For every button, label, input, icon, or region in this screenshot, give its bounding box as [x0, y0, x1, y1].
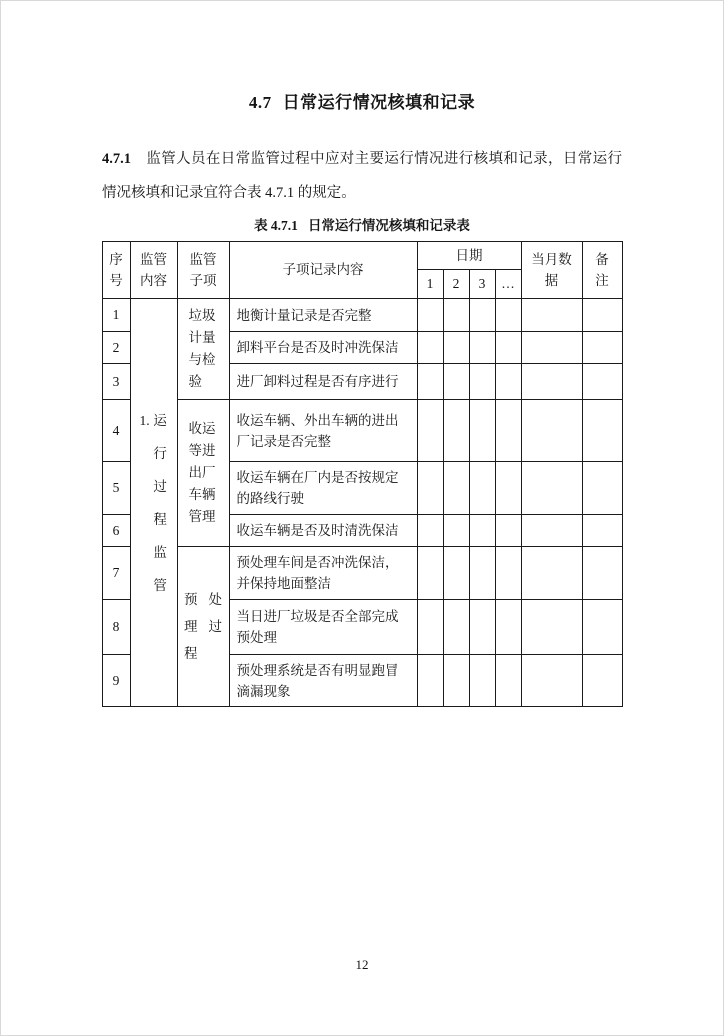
date-cell [469, 515, 495, 547]
seq-cell: 7 [102, 547, 130, 600]
date-cell [469, 400, 495, 462]
monthly-data-cell [521, 515, 582, 547]
date-cell [443, 364, 469, 400]
date-cell [469, 547, 495, 600]
content-group-label: 运行过程监管 [153, 412, 167, 593]
content-group-number: 1. [139, 412, 150, 428]
monthly-data-cell [521, 462, 582, 515]
record-cell: 收运车辆是否及时清洗保洁 [229, 515, 417, 547]
date-cell [495, 600, 521, 655]
date-cell [469, 462, 495, 515]
table-caption-title: 日常运行情况核填和记录表 [307, 218, 470, 233]
date-cell [443, 600, 469, 655]
content-cell [130, 299, 177, 707]
section-number: 4.7 [248, 93, 272, 112]
subitem-cell: 预处理过程 [177, 547, 229, 707]
note-cell [582, 364, 622, 400]
date-cell [443, 462, 469, 515]
header-date: 日期 [417, 242, 521, 270]
table-row [102, 299, 622, 332]
seq-cell: 3 [102, 364, 130, 400]
date-cell [417, 655, 443, 707]
monthly-data-cell [521, 299, 582, 332]
seq-cell: 5 [102, 462, 130, 515]
date-cell [469, 655, 495, 707]
date-cell [443, 515, 469, 547]
content-group [131, 404, 177, 602]
date-cell [443, 332, 469, 364]
subitem-cell: 垃圾计量与检验 [177, 299, 229, 400]
monthly-data-cell [521, 655, 582, 707]
page-number: 12 [355, 957, 369, 972]
record-cell: 当日进厂垃圾是否全部完成预处理 [229, 600, 417, 655]
date-cell [417, 462, 443, 515]
header-date-2: 2 [443, 270, 469, 299]
record-cell: 地衡计量记录是否完整 [229, 299, 417, 332]
section-title: 日常运行情况核填和记录 [282, 93, 476, 112]
record-cell: 进厂卸料过程是否有序进行 [229, 364, 417, 400]
subitem-cell: 收运等进出厂车辆管理 [177, 400, 229, 547]
date-cell [417, 364, 443, 400]
monthly-data-cell [521, 600, 582, 655]
date-cell [495, 299, 521, 332]
record-cell: 收运车辆、外出车辆的进出厂记录是否完整 [229, 400, 417, 462]
note-cell [582, 299, 622, 332]
date-cell [443, 299, 469, 332]
seq-cell: 8 [102, 600, 130, 655]
date-cell [417, 515, 443, 547]
header-seq: 序号 [102, 242, 130, 299]
header-content: 监管内容 [130, 242, 177, 299]
date-cell [417, 299, 443, 332]
clause-number: 4.7.1 [102, 151, 131, 167]
section-heading [1, 88, 723, 113]
supervision-record-table [102, 241, 623, 707]
note-cell [582, 655, 622, 707]
header-monthly-data: 当月数据 [521, 242, 582, 299]
date-cell [495, 655, 521, 707]
seq-cell: 4 [102, 400, 130, 462]
record-cell: 预处理车间是否冲洗保洁，并保持地面整洁 [229, 547, 417, 600]
header-note: 备注 [582, 242, 622, 299]
record-cell: 预处理系统是否有明显跑冒滴漏现象 [229, 655, 417, 707]
seq-cell: 9 [102, 655, 130, 707]
header-subitem: 监管子项 [177, 242, 229, 299]
record-cell: 收运车辆在厂内是否按规定的路线行驶 [229, 462, 417, 515]
date-cell [443, 400, 469, 462]
date-cell [417, 400, 443, 462]
date-cell [469, 364, 495, 400]
monthly-data-cell [521, 364, 582, 400]
clause-text: 监管人员在日常监管过程中应对主要运行情况进行核填和记录，日常运行情况核填和记录宜符合表 4.7.1 的规定。 [102, 151, 622, 201]
note-cell [582, 332, 622, 364]
header-date-more: … [495, 270, 521, 299]
table-caption [1, 214, 723, 234]
table-header-row-1 [102, 242, 622, 270]
date-cell [469, 600, 495, 655]
date-cell [417, 600, 443, 655]
monthly-data-cell [521, 400, 582, 462]
date-cell [469, 332, 495, 364]
date-cell [495, 547, 521, 600]
date-cell [495, 462, 521, 515]
record-cell: 卸料平台是否及时冲洗保洁 [229, 332, 417, 364]
seq-cell: 2 [102, 332, 130, 364]
monthly-data-cell [521, 332, 582, 364]
date-cell [417, 547, 443, 600]
date-cell [495, 515, 521, 547]
header-date-3: 3 [469, 270, 495, 299]
date-cell [495, 332, 521, 364]
date-cell [417, 332, 443, 364]
clause-paragraph [102, 142, 622, 210]
note-cell [582, 600, 622, 655]
table-caption-label: 表 4.7.1 [254, 218, 298, 233]
note-cell [582, 400, 622, 462]
table-row [102, 547, 622, 600]
seq-cell: 1 [102, 299, 130, 332]
header-date-1: 1 [417, 270, 443, 299]
date-cell [443, 547, 469, 600]
header-record: 子项记录内容 [229, 242, 417, 299]
date-cell [495, 400, 521, 462]
note-cell [582, 547, 622, 600]
date-cell [443, 655, 469, 707]
seq-cell: 6 [102, 515, 130, 547]
note-cell [582, 515, 622, 547]
note-cell [582, 462, 622, 515]
date-cell [495, 364, 521, 400]
date-cell [469, 299, 495, 332]
monthly-data-cell [521, 547, 582, 600]
table-row [102, 400, 622, 462]
